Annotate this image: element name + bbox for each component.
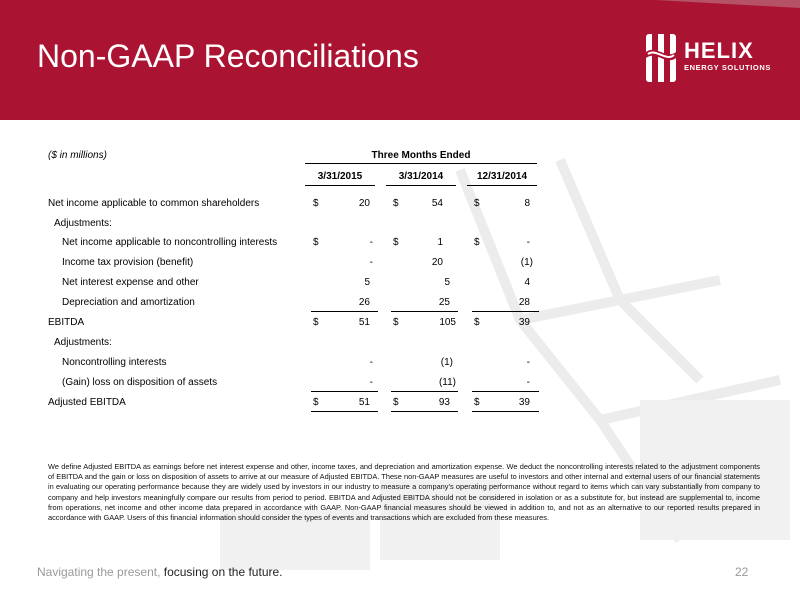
column-header-rule [386, 185, 456, 186]
cell-value: (1) [440, 357, 453, 368]
cell-value: 5 [364, 277, 370, 288]
cell-value: - [369, 377, 373, 388]
row-label: (Gain) loss on disposition of assets [62, 377, 218, 388]
total-rule [472, 411, 539, 412]
row-label: Adjustments: [54, 337, 112, 348]
dollar-sign: $ [313, 317, 319, 328]
table-row [0, 198, 800, 212]
subtotal-rule [391, 311, 458, 312]
row-label: Depreciation and amortization [62, 297, 195, 308]
row-label: Net income applicable to common shareholders [48, 198, 260, 209]
footer-tagline [37, 565, 283, 579]
cell-value: (1) [520, 257, 533, 268]
subtotal-rule [311, 391, 378, 392]
cell-value: 1 [437, 237, 443, 248]
footer-tagline-part-2: focusing on the future. [163, 565, 283, 579]
row-label: Adjusted EBITDA [48, 397, 126, 408]
cell-value: 4 [524, 277, 530, 288]
table-row [0, 357, 800, 371]
cell-value: 39 [518, 397, 530, 408]
page-number: 22 [735, 565, 749, 579]
dollar-sign: $ [313, 397, 319, 408]
dollar-sign: $ [474, 237, 480, 248]
row-label: Income tax provision (benefit) [62, 257, 194, 268]
cell-value: 105 [439, 317, 456, 328]
cell-value: 20 [358, 198, 370, 209]
cell-value: 20 [431, 257, 443, 268]
dollar-sign: $ [474, 397, 480, 408]
cell-value: - [369, 237, 373, 248]
cell-value: - [526, 357, 530, 368]
cell-value: - [526, 377, 530, 388]
cell-value: - [369, 357, 373, 368]
header-banner [0, 0, 800, 120]
subtotal-rule [472, 311, 539, 312]
cell-value: 51 [358, 397, 370, 408]
dollar-sign: $ [393, 317, 399, 328]
table-row [0, 337, 800, 351]
total-rule [391, 411, 458, 412]
row-label: Noncontrolling interests [62, 357, 167, 368]
subtotal-rule [311, 311, 378, 312]
logo-tagline: ENERGY SOLUTIONS [684, 63, 771, 72]
cell-value: (11) [438, 377, 456, 388]
cell-value: 5 [444, 277, 450, 288]
footer-tagline-part-1: Navigating the present, [37, 565, 164, 579]
helix-logo [642, 30, 782, 90]
table-row [0, 218, 800, 232]
cell-value: 26 [358, 297, 370, 308]
cell-value: 8 [524, 198, 530, 209]
table-row [0, 257, 800, 271]
cell-value: 25 [438, 297, 450, 308]
period-group-header: Three Months Ended [371, 150, 471, 161]
ebitda-definition-note: We define Adjusted EBITDA as earnings before net interest expense and other, income taxes, and depreciation and amortization expense. We deduct the noncontrolling interests related to the adjustment components of EBITDA and the gain or loss on disposition of assets to arrive at our measure of Adjusted EBITDA. These non-GAAP measures are useful to investors and other internal and external users of our financial statements in evaluating our operating performance because they are widely used by investors in our industry to measure a company’s operating performance without regard to items which can vary substantially from company to company and help investors meaningfully compare our results from period to period. EBITDA and Adjusted EBITDA should not be considered in isolation or as a substitute for, but instead are supplemental to, income from operations, net income and other income data prepared in accordance with GAAP. Non-GAAP financial measures should be viewed in addition to, and not as an alternative to our reported results prepared in accordance with GAAP. Users of this financial information should consider the types of events and transactions which are excluded from these measures. [48, 462, 760, 523]
dollar-sign: $ [393, 237, 399, 248]
row-label: Adjustments: [54, 218, 112, 229]
row-label: Net interest expense and other [62, 277, 199, 288]
helix-emblem-icon [642, 30, 682, 90]
row-label: Net income applicable to noncontrolling interests [62, 237, 278, 248]
column-header-rule [467, 185, 537, 186]
cell-value: 28 [518, 297, 530, 308]
cell-value: 54 [431, 198, 443, 209]
dollar-sign: $ [313, 237, 319, 248]
table-row [0, 237, 800, 251]
group-header-rule [305, 163, 537, 164]
cell-value: 93 [438, 397, 450, 408]
units-note: ($ in millions) [48, 150, 107, 161]
dollar-sign: $ [474, 317, 480, 328]
column-header: 3/31/2014 [398, 171, 444, 182]
table-row [0, 317, 800, 331]
subtotal-rule [391, 391, 458, 392]
cell-value: - [526, 237, 530, 248]
row-label: EBITDA [48, 317, 85, 328]
dollar-sign: $ [393, 198, 399, 209]
dollar-sign: $ [474, 198, 480, 209]
cell-value: - [369, 257, 373, 268]
logo-wordmark: HELIX [684, 38, 754, 63]
total-rule [311, 411, 378, 412]
table-row [0, 397, 800, 411]
table-row [0, 377, 800, 391]
table-row [0, 277, 800, 291]
column-header-rule [305, 185, 375, 186]
column-header: 3/31/2015 [317, 171, 363, 182]
dollar-sign: $ [313, 198, 319, 209]
dollar-sign: $ [393, 397, 399, 408]
subtotal-rule [472, 391, 539, 392]
cell-value: 39 [518, 317, 530, 328]
column-header: 12/31/2014 [476, 171, 528, 182]
table-row [0, 297, 800, 311]
cell-value: 51 [358, 317, 370, 328]
page-title: Non-GAAP Reconciliations [37, 38, 419, 74]
